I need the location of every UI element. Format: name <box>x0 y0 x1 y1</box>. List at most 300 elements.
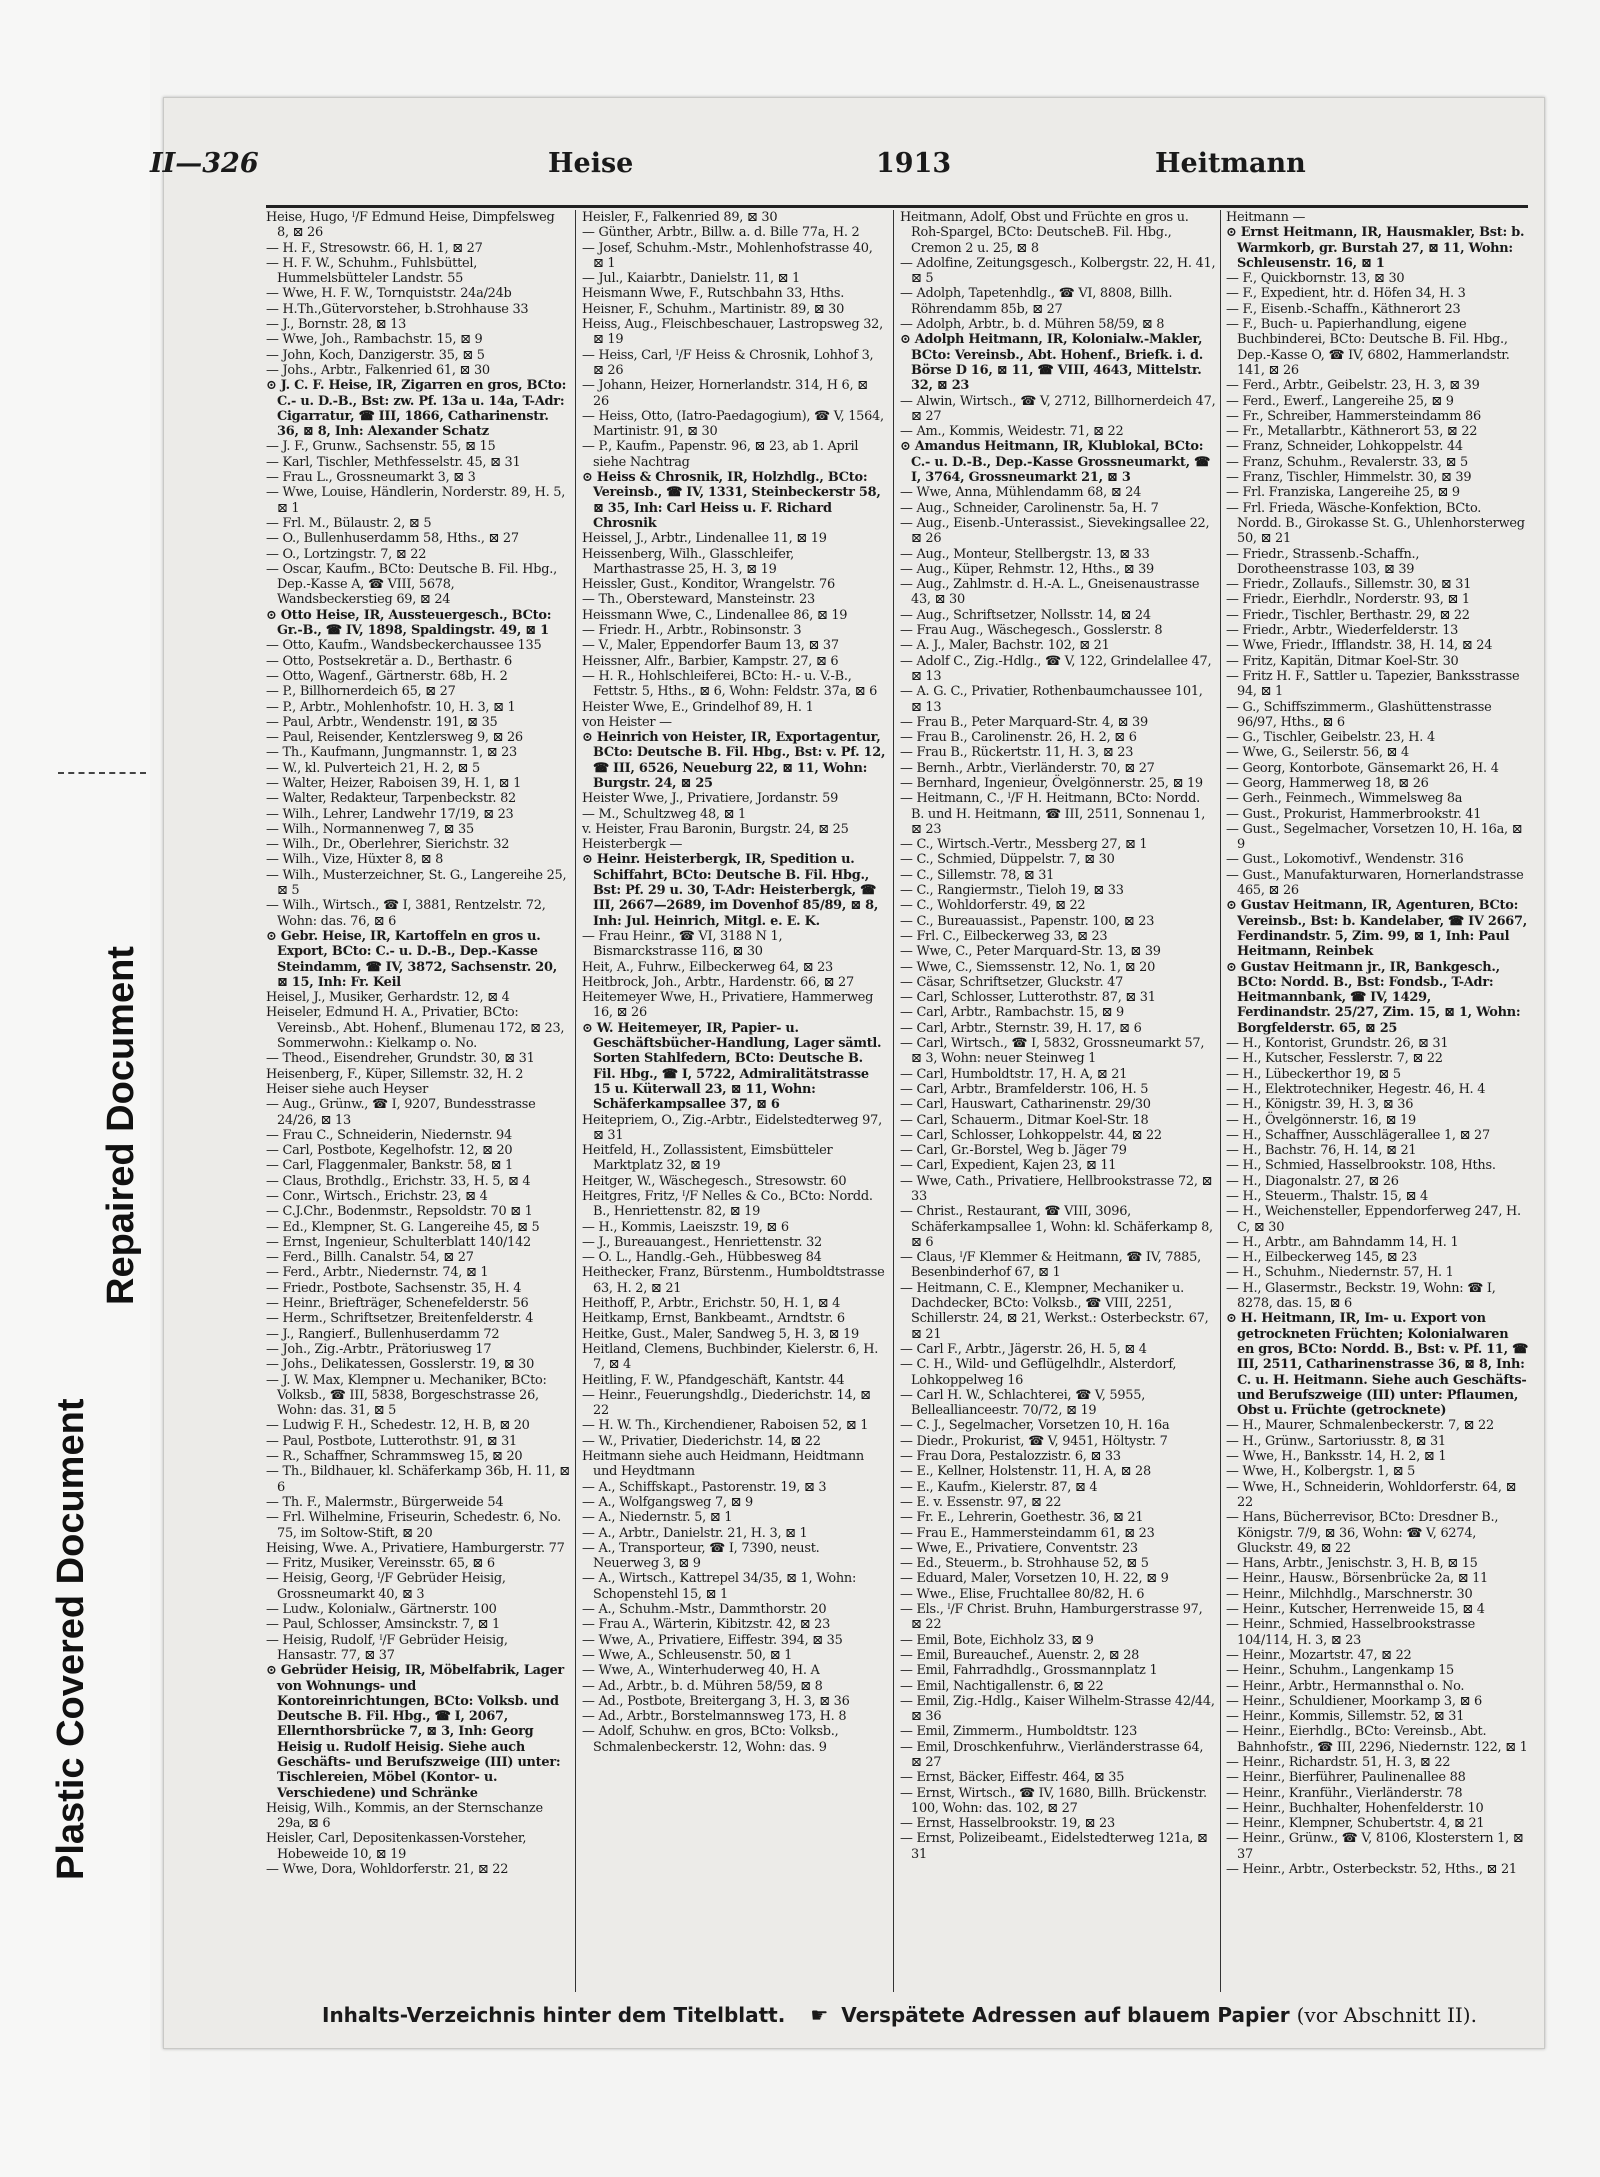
directory-columns <box>266 210 1528 1990</box>
directory-year: 1913 <box>876 148 952 179</box>
directory-entry: Heisler, F., Falkenried 89, ⊠ 30 <box>582 210 778 225</box>
directory-entry: — Carl, Postbote, Kegelhofstr. 12, ⊠ 20 <box>266 1143 513 1159</box>
directory-entry: — A., Wolfgangsweg 7, ⊠ 9 <box>582 1494 753 1510</box>
directory-entry: — Carl, Arbtr., Bramfelderstr. 106, H. 5 <box>900 1081 1149 1097</box>
directory-entry: — Fr. E., Lehrerin, Goethestr. 36, ⊠ 21 <box>900 1510 1144 1526</box>
directory-entry: — Frau Heinr., ☎ VI, 3188 N 1, Bismarckstrasse 116, ⊠ 30 <box>582 928 783 960</box>
directory-entry: ⊙ Gebr. Heise, IR, Kartoffeln en gros u. Export, BCto: C.- u. D.-B., Dep.-Kasse Steindamm, ☎ IV, 3872, Sachsenstr. 20, ⊠ 15, Inh: Fr. Keil <box>266 928 557 990</box>
directory-entry: Heitland, Clemens, Buchbinder, Kielerstr. 6, H. 7, ⊠ 4 <box>582 1341 879 1373</box>
directory-entry: Heitfeld, H., Zollassistent, Eimsbütteler Marktplatz 32, ⊠ 19 <box>582 1143 833 1174</box>
directory-entry: — Gust., Lokomotivf., Wendenstr. 316 <box>1226 852 1464 868</box>
directory-entry: Heise, Hugo, ᴵ/F Edmund Heise, Dimpfelsweg 8, ⊠ 26 <box>266 210 555 241</box>
directory-entry: — Wwe, Anna, Mühlendamm 68, ⊠ 24 <box>900 485 1142 501</box>
directory-entry: — Emil, Bote, Eichholz 33, ⊠ 9 <box>900 1632 1094 1648</box>
directory-entry: Heit, A., Fuhrw., Eilbeckerweg 64, ⊠ 23 <box>582 959 833 975</box>
directory-entry: — Diedr., Prokurist, ☎ V, 9451, Höltystr. 7 <box>900 1433 1168 1449</box>
directory-entry: — H., Övelgönnerstr. 16, ⊠ 19 <box>1226 1112 1416 1128</box>
directory-entry: — Friedr., Strassenb.-Schaffn., Dorotheenstrasse 103, ⊠ 39 <box>1226 546 1420 577</box>
directory-entry: — Ed., Steuerm., b. Strohhause 52, ⊠ 5 <box>900 1556 1149 1572</box>
directory-entry: — Ernst, Hasselbrookstr. 19, ⊠ 23 <box>900 1816 1115 1832</box>
directory-entry: — Ferd., Billh. Canalstr. 54, ⊠ 27 <box>266 1250 474 1266</box>
directory-entry: — Friedr., Postbote, Sachsenstr. 35, H. 4 <box>266 1280 522 1296</box>
directory-entry: ⊙ Heiss & Chrosnik, IR, Holzhdlg., BCto: Vereinsb., ☎ IV, 1331, Steinbeckerstr 58, ⊠ 35, Inh: Carl Heiss u. F. Richard Chrosnik <box>582 470 881 531</box>
directory-entry: — H. R., Hohlschleiferei, BCto: H.- u. V.-B., Fettstr. 5, Hths., ⊠ 6, Wohn: Feldstr. 37a, ⊠ 6 <box>582 668 878 700</box>
directory-entry: — Fr., Metallarbtr., Käthnerort 53, ⊠ 22 <box>1226 424 1478 440</box>
directory-entry: — Adolph, Arbtr., b. d. Mühren 58/59, ⊠ 8 <box>900 317 1165 333</box>
directory-entry: Heitgres, Fritz, ᴵ/F Nelles & Co., BCto: Nordd. B., Henriettenstr. 82, ⊠ 19 <box>582 1189 873 1220</box>
directory-entry: — Heinr., Richardstr. 51, H. 3, ⊠ 22 <box>1226 1754 1451 1770</box>
directory-entry: — Frl. C., Eilbeckerweg 33, ⊠ 23 <box>900 928 1108 944</box>
directory-entry: — Carl, Wirtsch., ☎ I, 5832, Grossneumarkt 57, ⊠ 3, Wohn: neuer Steinweg 1 <box>900 1036 1205 1067</box>
page-footer <box>322 2003 1542 2027</box>
directory-entry: ⊙ Heinrich von Heister, IR, Exportagentur, BCto: Deutsche B. Fil. Hbg., Bst: v. Pf. 12, ☎ III, 6526, Neueburg 22, ⊠ 11, Wohn: Burgstr. 24, ⊠ 25 <box>582 730 886 791</box>
directory-entry: — Heiss, Otto, (Iatro-Paedagogium), ☎ V, 1564, Martinistr. 91, ⊠ 30 <box>582 408 884 440</box>
directory-entry: — G., Schiffszimmerm., Glashüttenstrasse 96/97, Hths., ⊠ 6 <box>1226 699 1492 730</box>
directory-entry: — H., Kutscher, Fesslerstr. 7, ⊠ 22 <box>1226 1051 1443 1067</box>
directory-entry: — J., Rangierf., Bullenhuserdamm 72 <box>266 1326 500 1342</box>
directory-entry: — Carl, Schlosser, Lutterothstr. 87, ⊠ 31 <box>900 990 1156 1006</box>
directory-entry: — Wwe, G., Seilerstr. 56, ⊠ 4 <box>1226 745 1409 761</box>
directory-entry: — Frau E., Hammersteindamm 61, ⊠ 23 <box>900 1525 1155 1541</box>
directory-entry: — Friedr., Tischler, Berthastr. 29, ⊠ 22 <box>1226 607 1470 623</box>
directory-entry: — Fritz H. F., Sattler u. Tapezier, Banksstrasse 94, ⊠ 1 <box>1226 668 1520 700</box>
column-divider <box>893 210 894 1992</box>
directory-entry: — P., Arbtr., Mohlenhofstr. 10, H. 3, ⊠ 1 <box>266 699 516 715</box>
directory-entry: — Cäsar, Schriftsetzer, Gluckstr. 47 <box>900 974 1124 990</box>
directory-entry: — Johs., Arbtr., Falkenried 61, ⊠ 30 <box>266 362 490 378</box>
directory-entry: — Ernst, Wirtsch., ☎ IV, 1680, Billh. Brückenstr. 100, Wohn: das. 102, ⊠ 27 <box>900 1785 1207 1816</box>
directory-entry: — Emil, Droschkenfuhrw., Vierländerstrasse 64, ⊠ 27 <box>900 1739 1204 1770</box>
directory-entry: — Aug., Schriftsetzer, Nollsstr. 14, ⊠ 24 <box>900 607 1151 623</box>
directory-entry: — Wilh., Dr., Oberlehrer, Sierichstr. 32 <box>266 837 510 853</box>
directory-entry: — Wwe, Dora, Wohldorferstr. 21, ⊠ 22 <box>266 1862 509 1878</box>
directory-entry: — Günther, Arbtr., Billw. a. d. Bille 77a, H. 2 <box>582 225 860 241</box>
directory-entry: — Ferd., Arbtr., Niedernstr. 74, ⊠ 1 <box>266 1265 489 1281</box>
directory-entry: — F., Buch- u. Papierhandlung, eigene Buchbinderei, BCto: Deutsche B. Fil. Hbg., Dep.-Kasse O, ☎ IV, 6802, Hammerlandstr. 141, ⊠ 26 <box>1226 317 1510 378</box>
directory-entry: — Ad., Postbote, Breitergang 3, H. 3, ⊠ 36 <box>582 1693 850 1709</box>
directory-entry: — Adolf C., Zig.-Hdlg., ☎ V, 122, Grindelallee 47, ⊠ 13 <box>900 653 1212 684</box>
directory-entry: — H., Eilbeckerweg 145, ⊠ 23 <box>1226 1250 1417 1266</box>
directory-entry: — Wwe., Elise, Fruchtallee 80/82, H. 6 <box>900 1586 1145 1602</box>
directory-entry: Heiser siehe auch Heyser <box>266 1081 429 1097</box>
directory-entry: — C. H., Wild- und Geflügelhdlr., Alsterdorf, Lohkoppelweg 16 <box>900 1357 1177 1388</box>
directory-entry: — Walter, Heizer, Raboisen 39, H. 1, ⊠ 1 <box>266 775 522 791</box>
directory-entry: — Hans, Bücherrevisor, BCto: Dresdner B., Königstr. 7/9, ⊠ 36, Wohn: ☎ V, 6274, Gluckstr. 49, ⊠ 22 <box>1226 1510 1499 1556</box>
directory-entry: — Friedr. H., Arbtr., Robinsonstr. 3 <box>582 623 802 639</box>
column-3 <box>900 210 1216 1990</box>
directory-entry: — Aug., Grünw., ☎ I, 9207, Bundesstrasse 24/26, ⊠ 13 <box>266 1097 536 1128</box>
directory-entry: — H., Elektrotechniker, Hegestr. 46, H. 4 <box>1226 1081 1486 1097</box>
directory-entry: Heissner, Alfr., Barbier, Kampstr. 27, ⊠ 6 <box>582 653 839 669</box>
directory-entry: — A., Schiffskapt., Pastorenstr. 19, ⊠ 3 <box>582 1479 827 1495</box>
directory-entry: Heissel, J., Arbtr., Lindenallee 11, ⊠ 19 <box>582 531 827 547</box>
directory-entry: — Heinr., Buchhalter, Hohenfelderstr. 10 <box>1226 1800 1484 1816</box>
directory-entry: — E., Kaufm., Kielerstr. 87, ⊠ 4 <box>900 1479 1098 1495</box>
directory-entry: — Fritz, Kapitän, Ditmar Koel-Str. 30 <box>1226 653 1459 669</box>
directory-entry: — Heinr., Eierhdlg., BCto: Vereinsb., Abt. Bahnhofstr., ☎ III, 2296, Niedernstr. 122, ⊠ 1 <box>1226 1724 1528 1755</box>
directory-entry: — Carl, Hauswart, Catharinenstr. 29/30 <box>900 1097 1151 1113</box>
directory-entry: ⊙ W. Heitemeyer, IR, Papier- u. Geschäftsbücher-Handlung, Lager sämtl. Sorten Stahlfedern, BCto: Deutsche B. Fil. Hbg., ☎ I, 5722, Admiralitätstrasse 15 u. Küterwall 23, ⊠ 11, Wohn: Schäferkampsallee 37, ⊠ 6 <box>582 1020 882 1113</box>
directory-entry: Heithoff, P., Arbtr., Erichstr. 50, H. 1, ⊠ 4 <box>582 1296 841 1312</box>
directory-entry: — Ludw., Kolonialw., Gärtnerstr. 100 <box>266 1602 497 1618</box>
column-2 <box>582 210 886 1990</box>
directory-entry: — Wwe, A., Winterhuderweg 40, H. A <box>582 1663 820 1679</box>
page-number: II—326 <box>150 148 259 179</box>
directory-entry: — Hans, Arbtr., Jenischstr. 3, H. B, ⊠ 15 <box>1226 1556 1478 1572</box>
directory-entry: — H., Kommis, Laeiszstr. 19, ⊠ 6 <box>582 1219 789 1235</box>
directory-entry: — Theod., Eisendreher, Grundstr. 30, ⊠ 31 <box>266 1051 535 1067</box>
directory-entry: — Heinr., Arbtr., Hermannsthal o. No. <box>1226 1678 1465 1694</box>
directory-entry: — Emil, Zimmerm., Humboldtstr. 123 <box>900 1724 1138 1740</box>
directory-entry: — Heinr., Bierführer, Paulinenallee 88 <box>1226 1770 1466 1786</box>
directory-entry: — Johs., Delikatessen, Gosslerstr. 19, ⊠ 30 <box>266 1357 535 1373</box>
directory-entry: — Emil, Fahrradhdlg., Grossmannplatz 1 <box>900 1663 1158 1679</box>
directory-entry: — Wwe, H. F. W., Tornquiststr. 24a/24b <box>266 286 512 302</box>
directory-entry: — H. F., Stresowstr. 66, H. 1, ⊠ 27 <box>266 240 483 256</box>
directory-entry: — Heinr., Feuerungshdlg., Diederichstr. 14, ⊠ 22 <box>582 1387 871 1419</box>
directory-entry: — Franz, Schuhm., Revalerstr. 33, ⊠ 5 <box>1226 454 1468 470</box>
directory-entry: — Wwe, Friedr., Ifflandstr. 38, H. 14, ⊠ 24 <box>1226 638 1493 654</box>
directory-entry: — Frau Aug., Wäschegesch., Gosslerstr. 8 <box>900 623 1163 639</box>
directory-entry: — Ad., Arbtr., b. d. Mühren 58/59, ⊠ 8 <box>582 1678 823 1694</box>
directory-entry: — J. F., Grunw., Sachsenstr. 55, ⊠ 15 <box>266 439 496 455</box>
directory-entry: — Emil, Zig.-Hdlg., Kaiser Wilhelm-Strasse 42/44, ⊠ 36 <box>900 1693 1215 1725</box>
directory-entry: — Heinr., Kutscher, Herrenweide 15, ⊠ 4 <box>1226 1602 1485 1618</box>
directory-entry: — F., Expedient, htr. d. Höfen 34, H. 3 <box>1226 286 1466 302</box>
directory-entry: — Heinr., Kranführ., Vierländerstr. 78 <box>1226 1785 1463 1801</box>
directory-entry: — Aug., Schneider, Carolinenstr. 5a, H. 7 <box>900 500 1159 516</box>
directory-entry: — Heinr., Schuhm., Langenkamp 15 <box>1226 1663 1454 1679</box>
directory-entry: — Frau Dora, Pestalozzistr. 6, ⊠ 33 <box>900 1449 1121 1465</box>
directory-entry: — Carl, Schlosser, Lohkoppelstr. 44, ⊠ 22 <box>900 1127 1162 1143</box>
directory-entry: — Gust., Segelmacher, Vorsetzen 10, H. 16a, ⊠ 9 <box>1226 821 1523 853</box>
directory-entry: — A., Arbtr., Danielstr. 21, H. 3, ⊠ 1 <box>582 1525 808 1541</box>
directory-entry: Heisner, F., Schuhm., Martinistr. 89, ⊠ 30 <box>582 301 845 317</box>
directory-entry: — H., Arbtr., am Bahndamm 14, H. 1 <box>1226 1234 1459 1250</box>
directory-entry: Heitger, W., Wäschegesch., Stresowstr. 60 <box>582 1173 847 1189</box>
directory-entry: — Heinr., Briefträger, Schenefelderstr. 56 <box>266 1296 529 1312</box>
directory-entry: — A., Transporteur, ☎ I, 7390, neust. Neuerweg 3, ⊠ 9 <box>582 1540 820 1572</box>
directory-entry: — E. v. Essenstr. 97, ⊠ 22 <box>900 1494 1062 1510</box>
directory-entry: — Joh., Zig.-Arbtr., Prätoriusweg 17 <box>266 1341 492 1357</box>
directory-entry: ⊙ Amandus Heitmann, IR, Klublokal, BCto: C.- u. D.-B., Dep.-Kasse Grossneumarkt, ☎ I, 3764, Grossneumarkt 21, ⊠ 3 <box>900 439 1210 486</box>
directory-entry: ⊙ H. Heitmann, IR, Im- u. Export von getrockneten Früchten; Kolonialwaren en gros, BCto: Nordd. B., Bst: v. Pf. 11, ☎ III, 2511, Catharinenstrasse 36, ⊠ 8, Inh: C. u. H. Heitmann. Siehe auch Geschäfts- und Berufszweige (III) unter: Pflaumen, Obst u. Früchte (getrocknete) <box>1226 1311 1528 1419</box>
directory-entry: — Frau A., Wärterin, Kibitzstr. 42, ⊠ 23 <box>582 1617 831 1633</box>
directory-entry: — J., Bornstr. 28, ⊠ 13 <box>266 317 407 333</box>
directory-entry: Heissenberg, Wilh., Glasschleifer, Marthastrasse 25, H. 3, ⊠ 19 <box>582 546 794 577</box>
directory-entry: — Franz, Schneider, Lohkoppelstr. 44 <box>1226 439 1463 455</box>
directory-entry: — Heitmann, C. E., Klempner, Mechaniker u. Dachdecker, BCto: Volksb., ☎ VIII, 2251, Schillerstr. 24, ⊠ 21, Werkst.: Osterbeckstr. 67, ⊠ 21 <box>900 1280 1209 1342</box>
directory-entry: Heitkamp, Ernst, Bankbeamt., Arndtstr. 6 <box>582 1311 845 1327</box>
directory-entry: — C., Rangiermstr., Tieloh 19, ⊠ 33 <box>900 883 1124 899</box>
directory-entry: — Claus, ᴵ/F Klemmer & Heitmann, ☎ IV, 7885, Besenbinderhof 67, ⊠ 1 <box>900 1250 1201 1281</box>
directory-entry: Heiseler, Edmund H. A., Privatier, BCto: Vereinsb., Abt. Hohenf., Blumenau 172, ⊠ 23, Sommerwohn.: Kielkamp o. No. <box>266 1005 565 1052</box>
directory-entry: — H., Bachstr. 76, H. 14, ⊠ 21 <box>1226 1143 1417 1159</box>
directory-entry: — A., Niedernstr. 5, ⊠ 1 <box>582 1510 733 1526</box>
directory-entry: — Wwe, Cath., Privatiere, Hellbrookstrasse 72, ⊠ 33 <box>900 1173 1213 1204</box>
directory-entry: — Heisig, Georg, ᴵ/F Gebrüder Heisig, Grossneumarkt 40, ⊠ 3 <box>266 1571 506 1602</box>
directory-entry: — M., Schultzweg 48, ⊠ 1 <box>582 806 746 822</box>
directory-entry: — Paul, Postbote, Lutterothstr. 91, ⊠ 31 <box>266 1433 518 1449</box>
directory-entry: — H.Th.,Gütervorsteher, b.Strohhause 33 <box>266 301 529 317</box>
plastic-covered-label: Plastic Covered Document <box>50 1398 92 1880</box>
directory-entry: Heithecker, Franz, Bürstenm., Humboldtstrasse 63, H. 2, ⊠ 21 <box>582 1265 885 1296</box>
directory-entry: — Wwe, Joh., Rambachstr. 15, ⊠ 9 <box>266 332 483 348</box>
directory-entry: — Wwe, H., Banksstr. 14, H. 2, ⊠ 1 <box>1226 1449 1447 1465</box>
header-rule <box>266 205 1528 208</box>
directory-entry: — Ed., Klempner, St. G. Langereihe 45, ⊠ 5 <box>266 1219 540 1235</box>
directory-entry: — Otto, Postsekretär a. D., Berthastr. 6 <box>266 653 512 669</box>
directory-entry: — V., Maler, Eppendorfer Baum 13, ⊠ 37 <box>582 638 839 654</box>
directory-entry: — C., Schmied, Düppelstr. 7, ⊠ 30 <box>900 852 1115 868</box>
directory-entry: — H., Schaffner, Ausschlägerallee 1, ⊠ 27 <box>1226 1127 1490 1143</box>
directory-entry: — C. J., Segelmacher, Vorsetzen 10, H. 16a <box>900 1418 1170 1434</box>
directory-entry: Heister Wwe, E., Grindelhof 89, H. 1 <box>582 699 814 715</box>
directory-entry: von Heister — <box>582 714 672 730</box>
directory-entry: Heisler, Carl, Depositenkassen-Vorsteher, Hobeweide 10, ⊠ 19 <box>266 1831 527 1862</box>
directory-entry: — Aug., Monteur, Stellbergstr. 13, ⊠ 33 <box>900 546 1150 562</box>
directory-entry: — C., Sillemstr. 78, ⊠ 31 <box>900 867 1055 883</box>
directory-entry: — Wilh., Normannenweg 7, ⊠ 35 <box>266 821 474 837</box>
directory-entry: — E., Kellner, Holstenstr. 11, H. A, ⊠ 28 <box>900 1464 1151 1480</box>
directory-entry: — Heinr., Arbtr., Osterbeckstr. 52, Hths., ⊠ 21 <box>1226 1862 1517 1878</box>
directory-entry: — Carl, Gr.-Borstel, Weg b. Jäger 79 <box>900 1143 1127 1159</box>
directory-entry: — F., Eisenb.-Schaffn., Käthnerort 23 <box>1226 301 1461 317</box>
directory-entry: — Wwe, H., Schneiderin, Wohldorferstr. 64, ⊠ 22 <box>1226 1479 1517 1510</box>
directory-entry: — R., Schaffner, Schrammsweg 15, ⊠ 20 <box>266 1449 523 1465</box>
directory-entry: — Wwe, E., Privatiere, Conventstr. 23 <box>900 1540 1138 1556</box>
directory-entry: — Adolph, Tapetenhdlg., ☎ VI, 8808, Billh. Röhrendamm 85b, ⊠ 27 <box>900 286 1173 317</box>
directory-entry: — Carl, Schauerm., Ditmar Koel-Str. 18 <box>900 1112 1149 1128</box>
directory-entry: — H., Kontorist, Grundstr. 26, ⊠ 31 <box>1226 1036 1449 1052</box>
directory-entry: — H., Weichensteller, Eppendorferweg 247, H. C, ⊠ 30 <box>1226 1204 1521 1235</box>
directory-entry: — H., Lübeckerthor 19, ⊠ 5 <box>1226 1066 1401 1082</box>
directory-entry: — Ferd., Arbtr., Geibelstr. 23, H. 3, ⊠ 39 <box>1226 378 1480 394</box>
directory-entry: — Wwe, C., Siemssenstr. 12, No. 1, ⊠ 20 <box>900 959 1156 975</box>
directory-entry: — Paul, Schlosser, Amsinckstr. 7, ⊠ 1 <box>266 1617 501 1633</box>
directory-entry: — Ludwig F. H., Schedestr. 12, H. B, ⊠ 20 <box>266 1418 530 1434</box>
directory-entry: Heissler, Gust., Konditor, Wrangelstr. 76 <box>582 577 835 593</box>
directory-entry: — Heiss, Carl, ᴵ/F Heiss & Chrosnik, Lohhof 3, ⊠ 26 <box>582 347 874 378</box>
directory-entry: — Wwe, C., Peter Marquard-Str. 13, ⊠ 39 <box>900 944 1161 960</box>
directory-entry: ⊙ Gustav Heitmann, IR, Agenturen, BCto: Vereinsb., Bst: b. Kandelaber, ☎ IV 2667, Ferdinandstr. 5, Zim. 99, ⊠ 1, Inh: Paul Heitmann, Reinbek <box>1226 898 1527 960</box>
first-entry-word: Heise <box>548 148 634 179</box>
directory-entry: — Eduard, Maler, Vorsetzen 10, H. 22, ⊠ 9 <box>900 1571 1169 1587</box>
directory-entry: — Paul, Reisender, Kentzlersweg 9, ⊠ 26 <box>266 730 523 746</box>
directory-entry: — Th., Bildhauer, kl. Schäferkamp 36b, H. 11, ⊠ 6 <box>266 1464 570 1495</box>
directory-entry: — Frau L., Grossneumarkt 3, ⊠ 3 <box>266 470 476 486</box>
column-1 <box>266 210 570 1990</box>
directory-entry: Heitmann, Adolf, Obst und Früchte en gros u. Roh-Spargel, BCto: DeutscheB. Fil. Hbg., Cremon 2 u. 25, ⊠ 8 <box>900 210 1189 256</box>
column-4 <box>1226 210 1528 1990</box>
directory-entry: — C.J.Chr., Bodenmstr., Repsoldstr. 70 ⊠ 1 <box>266 1204 533 1220</box>
directory-entry: — Heinr., Milchhdlg., Marschnerstr. 30 <box>1226 1586 1473 1602</box>
directory-entry: — Gust., Manufakturwaren, Hornerlandstrasse 465, ⊠ 26 <box>1226 867 1524 899</box>
directory-entry: Heissmann Wwe, C., Lindenallee 86, ⊠ 19 <box>582 607 848 623</box>
page-header <box>150 148 1528 188</box>
directory-entry: — C., Bureauassist., Papenstr. 100, ⊠ 23 <box>900 913 1155 929</box>
directory-entry: — Christ., Restaurant, ☎ VIII, 3096, Schäferkampsallee 1, Wohn: kl. Schäferkamp 8, ⊠ 6 <box>900 1204 1213 1250</box>
directory-entry: — Ferd., Ewerf., Langereihe 25, ⊠ 9 <box>1226 393 1454 409</box>
late-addresses-note: Verspätete Adressen auf blauem Papier <box>841 2003 1290 2027</box>
directory-entry: — H., Glasermstr., Beckstr. 19, Wohn: ☎ I, 8278, das. 15, ⊠ 6 <box>1226 1280 1496 1312</box>
directory-entry: — P., Kaufm., Papenstr. 96, ⊠ 23, ab 1. April siehe Nachtrag <box>582 439 859 470</box>
directory-entry: — Frl. Frieda, Wäsche-Konfektion, BCto. Nordd. B., Girokasse St. G., Uhlenhorsterweg 50, ⊠ 21 <box>1226 500 1525 547</box>
directory-entry: — Heinr., Schmied, Hasselbrookstrasse 104/114, H. 3, ⊠ 23 <box>1226 1617 1476 1648</box>
directory-entry: Heisel, J., Musiker, Gerhardstr. 12, ⊠ 4 <box>266 990 510 1006</box>
directory-entry: Heitke, Gust., Maler, Sandweg 5, H. 3, ⊠ 19 <box>582 1326 859 1342</box>
directory-entry: — Frl. Wilhelmine, Friseurin, Schedestr. 6, No. 75, im Soltow-Stift, ⊠ 20 <box>266 1510 561 1541</box>
directory-entry: — Frau B., Rückertstr. 11, H. 3, ⊠ 23 <box>900 745 1134 761</box>
directory-entry: — Johann, Heizer, Hornerlandstr. 314, H 6, ⊠ 26 <box>582 378 868 409</box>
directory-entry: — W., kl. Pulverteich 21, H. 2, ⊠ 5 <box>266 760 480 776</box>
column-divider <box>575 210 576 1992</box>
directory-entry: — J., Bureauangest., Henriettenstr. 32 <box>582 1234 822 1250</box>
directory-entry: — Aug., Zahlmstr. d. H.-A. L., Gneisenaustrasse 43, ⊠ 30 <box>900 577 1200 608</box>
index-note: Inhalts-Verzeichnis hinter dem Titelblatt. <box>322 2003 786 2027</box>
directory-entry: — Georg, Hammerweg 18, ⊠ 26 <box>1226 775 1429 791</box>
directory-entry: — H., Königstr. 39, H. 3, ⊠ 36 <box>1226 1097 1414 1113</box>
directory-entry: — A., Schuhm.-Mstr., Dammthorstr. 20 <box>582 1602 827 1618</box>
directory-entry: Heisterbergk — <box>582 837 683 853</box>
directory-entry: — F., Quickbornstr. 13, ⊠ 30 <box>1226 271 1405 287</box>
directory-entry: — Els., ᴵ/F Christ. Bruhn, Hamburgerstrasse 97, ⊠ 22 <box>900 1602 1203 1633</box>
directory-entry: — Claus, Brothdlg., Erichstr. 33, H. 5, ⊠ 4 <box>266 1173 531 1189</box>
directory-entry: — Am., Kommis, Weidestr. 71, ⊠ 22 <box>900 424 1124 440</box>
dashed-marker <box>58 772 146 774</box>
directory-entry: — O., Lortzingstr. 7, ⊠ 22 <box>266 546 427 562</box>
directory-entry: — P., Billhornerdeich 65, ⊠ 27 <box>266 684 456 700</box>
directory-entry: Heiss, Aug., Fleischbeschauer, Lastropsweg 32, ⊠ 19 <box>582 317 883 348</box>
directory-entry: Heister Wwe, J., Privatiere, Jordanstr. 59 <box>582 791 839 807</box>
directory-entry: ⊙ Otto Heise, IR, Aussteuergesch., BCto: Gr.-B., ☎ IV, 1898, Spaldingstr. 49, ⊠ 1 <box>266 607 552 639</box>
directory-entry: — Heinr., Kommis, Sillemstr. 52, ⊠ 31 <box>1226 1709 1465 1725</box>
pointing-hand-icon: ☛ <box>810 2003 829 2027</box>
directory-entry: — Ernst, Polizeibeamt., Eidelstedterweg 121a, ⊠ 31 <box>900 1831 1208 1862</box>
directory-entry: — H., Grünw., Sartoriusstr. 8, ⊠ 31 <box>1226 1433 1446 1449</box>
directory-entry: Heitemeyer Wwe, H., Privatiere, Hammerweg 16, ⊠ 26 <box>582 990 874 1021</box>
directory-entry: — Oscar, Kaufm., BCto: Deutsche B. Fil. Hbg., Dep.-Kasse A, ☎ VIII, 5678, Wandsbeckerstieg 69, ⊠ 24 <box>266 561 557 608</box>
directory-entry: — Heinr., Hausw., Börsenbrücke 2a, ⊠ 11 <box>1226 1571 1489 1587</box>
directory-entry: — C., Wohldorferstr. 49, ⊠ 22 <box>900 898 1086 914</box>
directory-entry: — Bernh., Arbtr., Vierländerstr. 70, ⊠ 27 <box>900 760 1155 776</box>
directory-entry: ⊙ Adolph Heitmann, IR, Kolonialw.-Makler, BCto: Vereinsb., Abt. Hohenf., Briefk. i. d. Börse D 16, ⊠ 11, ☎ VIII, 4643, Mittelstr. 32, ⊠ 23 <box>900 332 1204 394</box>
directory-entry: Heitepriem, O., Zig.-Arbtr., Eidelstedterweg 97, ⊠ 31 <box>582 1112 882 1143</box>
directory-entry: — H., Schuhm., Niedernstr. 57, H. 1 <box>1226 1265 1454 1281</box>
directory-entry: ⊙ Gebrüder Heisig, IR, Möbelfabrik, Lager von Wohnungs- und Kontoreinrichtungen, BCto: Volksb. und Deutsche B. Fil. Hbg., ☎ I, 2067, Ellernthorsbrücke 7, ⊠ 3, Inh: Georg Heisig u. Rudolf Heisig. Siehe auch Geschäfts- und Berufszweige (III) unter: Tischlereien, Möbel (Kontor- u. Verschiedene) und Schränke <box>266 1663 564 1801</box>
directory-entry: — Friedr., Zollaufs., Sillemstr. 30, ⊠ 31 <box>1226 577 1472 593</box>
directory-entry: — O., Bullenhuserdamm 58, Hths., ⊠ 27 <box>266 531 519 547</box>
directory-entry: — Otto, Wagenf., Gärtnerstr. 68b, H. 2 <box>266 668 508 684</box>
directory-entry: — John, Koch, Danzigerstr. 35, ⊠ 5 <box>266 347 485 363</box>
last-entry-word: Heitmann <box>1155 148 1306 179</box>
directory-entry: Heising, Wwe. A., Privatiere, Hamburgerstr. 77 <box>266 1540 565 1556</box>
directory-entry: — Carl, Arbtr., Sternstr. 39, H. 17, ⊠ 6 <box>900 1020 1142 1036</box>
directory-entry: — J. W. Max, Klempner u. Mechaniker, BCto: Volksb., ☎ III, 5838, Borgeschstrasse 26, Wohn: das. 31, ⊠ 5 <box>266 1372 547 1419</box>
directory-entry: ⊙ J. C. F. Heise, IR, Zigarren en gros, BCto: C.- u. D.-B., Bst: zw. Pf. 13a u. 14a, T-Adr: Cigarratur, ☎ III, 1866, Catharinenstr. 36, ⊠ 8, Inh: Alexander Schatz <box>266 378 567 440</box>
directory-entry: ⊙ Gustav Heitmann jr., IR, Bankgesch., BCto: Nordd. B., Bst: Fondsb., T-Adr: Heitmannbank, ☎ IV, 1429, Ferdinandstr. 25/27, Zim. 15, ⊠ 1, Wohn: Borgfelderstr. 65, ⊠ 25 <box>1226 959 1521 1036</box>
directory-entry: — Heinr., Schuldiener, Moorkamp 3, ⊠ 6 <box>1226 1693 1482 1709</box>
directory-entry: Heitmann — <box>1226 210 1306 225</box>
repaired-document-label: Repaired Document <box>100 946 142 1305</box>
directory-entry: — Jul., Kaiarbtr., Danielstr. 11, ⊠ 1 <box>582 271 801 287</box>
directory-entry: — Frl. Franziska, Langereihe 25, ⊠ 9 <box>1226 485 1460 501</box>
directory-entry: — Heisig, Rudolf, ᴵ/F Gebrüder Heisig, Hansastr. 77, ⊠ 37 <box>266 1632 508 1663</box>
directory-entry: — Heinr., Klempner, Schubertstr. 4, ⊠ 21 <box>1226 1816 1485 1832</box>
directory-entry: — A. J., Maler, Bachstr. 102, ⊠ 21 <box>900 638 1110 654</box>
directory-entry: — Frl. M., Bülaustr. 2, ⊠ 5 <box>266 515 432 531</box>
directory-entry: — Friedr., Arbtr., Wiederfelderstr. 13 <box>1226 623 1459 639</box>
directory-entry: — Fr., Schreiber, Hammersteindamm 86 <box>1226 408 1481 424</box>
directory-entry: — Adolfine, Zeitungsgesch., Kolbergstr. 22, H. 41, ⊠ 5 <box>900 255 1216 287</box>
directory-entry: — Heinr., Grünw., ☎ V, 8106, Klosterstern 1, ⊠ 37 <box>1226 1831 1524 1862</box>
directory-entry: — Carl F., Arbtr., Jägerstr. 26, H. 5, ⊠ 4 <box>900 1341 1147 1357</box>
directory-entry: — Th., Obersteward, Mansteinstr. 23 <box>582 592 815 608</box>
directory-entry: — Emil, Bureauchef., Auenstr. 2, ⊠ 28 <box>900 1647 1140 1663</box>
directory-entry: — Frau B., Peter Marquard-Str. 4, ⊠ 39 <box>900 714 1148 730</box>
directory-entry: — Ernst, Bäcker, Eiffestr. 464, ⊠ 35 <box>900 1770 1125 1786</box>
directory-entry: — Th. F., Malermstr., Bürgerweide 54 <box>266 1494 504 1510</box>
directory-entry: — Friedr., Eierhdlr., Norderstr. 93, ⊠ 1 <box>1226 592 1470 608</box>
directory-entry: — Ad., Arbtr., Borstelmannsweg 173, H. 8 <box>582 1709 847 1725</box>
directory-entry: — Carl H. W., Schlachterei, ☎ V, 5955, Belleallianceestr. 70/72, ⊠ 19 <box>900 1387 1146 1419</box>
directory-entry: — H., Maurer, Schmalenbeckerstr. 7, ⊠ 22 <box>1226 1418 1494 1434</box>
directory-entry: — Carl, Flaggenmaler, Bankstr. 58, ⊠ 1 <box>266 1158 514 1174</box>
directory-entry: — W., Privatier, Diederichstr. 14, ⊠ 22 <box>582 1433 821 1449</box>
directory-entry: v. Heister, Frau Baronin, Burgstr. 24, ⊠ 25 <box>582 821 849 837</box>
section-note: (vor Abschnitt II). <box>1296 2003 1477 2027</box>
directory-entry: — O. L., Handlg.-Geh., Hübbesweg 84 <box>582 1250 822 1266</box>
directory-entry: — Aug., Eisenb.-Unterassist., Sievekingsallee 22, ⊠ 26 <box>900 515 1210 547</box>
directory-entry: — Walter, Redakteur, Tarpenbeckstr. 82 <box>266 791 516 807</box>
directory-entry: — Karl, Tischler, Methfesselstr. 45, ⊠ 31 <box>266 454 521 470</box>
directory-entry: — A., Wirtsch., Kattrepel 34/35, ⊠ 1, Wohn: Schopenstehl 15, ⊠ 1 <box>582 1571 857 1602</box>
directory-entry: — Carl, Arbtr., Rambachstr. 15, ⊠ 9 <box>900 1005 1125 1021</box>
directory-entry: — Franz, Tischler, Himmelstr. 30, ⊠ 39 <box>1226 470 1472 486</box>
directory-entry: — H., Diagonalstr. 27, ⊠ 26 <box>1226 1173 1399 1189</box>
directory-entry: — Wwe, A., Privatiere, Eiffestr. 394, ⊠ 35 <box>582 1632 843 1648</box>
directory-entry: — Conr., Wirtsch., Erichstr. 23, ⊠ 4 <box>266 1189 488 1204</box>
directory-entry: — Carl, Expedient, Kajen 23, ⊠ 11 <box>900 1158 1117 1174</box>
directory-entry: — Frau B., Carolinenstr. 26, H. 2, ⊠ 6 <box>900 730 1137 746</box>
directory-entry: — Frau C., Schneiderin, Niedernstr. 94 <box>266 1127 512 1143</box>
directory-entry: Heitmann siehe auch Heidmann, Heidtmann und Heydtmann <box>582 1449 864 1480</box>
directory-entry: — Th., Kaufmann, Jungmannstr. 1, ⊠ 23 <box>266 745 517 761</box>
directory-entry: — Gerh., Feinmech., Wimmelsweg 8a <box>1226 791 1463 807</box>
directory-entry: — Emil, Nachtigallenstr. 6, ⊠ 22 <box>900 1678 1104 1694</box>
directory-entry: Heitling, F. W., Pfandgeschäft, Kantstr. 44 <box>582 1372 845 1388</box>
directory-entry: Heitbrock, Joh., Arbtr., Hardenstr. 66, ⊠ 27 <box>582 974 854 990</box>
directory-entry: — Adolf, Schuhw. en gros, BCto: Volksb., Schmalenbeckerstr. 12, Wohn: das. 9 <box>582 1724 839 1755</box>
directory-entry: Heismann Wwe, F., Rutschbahn 33, Hths. <box>582 286 845 302</box>
directory-entry: — Heinr., Mozartstr. 47, ⊠ 22 <box>1226 1647 1412 1663</box>
directory-entry: — Wwe, Louise, Händlerin, Norderstr. 89, H. 5, ⊠ 1 <box>266 485 566 516</box>
directory-entry: — H. F. W., Schuhm., Fuhlsbüttel, Hummelsbütteler Landstr. 55 <box>266 255 478 287</box>
directory-entry: — Josef, Schuhm.-Mstr., Mohlenhofstrasse 40, ⊠ 1 <box>582 240 873 271</box>
directory-entry: — Wilh., Wirtsch., ☎ I, 3881, Rentzelstr. 72, Wohn: das. 76, ⊠ 6 <box>266 898 546 929</box>
directory-entry: — C., Wirtsch.-Vertr., Messberg 27, ⊠ 1 <box>900 837 1148 853</box>
directory-entry: Heisig, Wilh., Kommis, an der Sternschanze 29a, ⊠ 6 <box>266 1800 543 1832</box>
directory-entry: — A. G. C., Privatier, Rothenbaumchaussee 101, ⊠ 13 <box>900 684 1203 715</box>
directory-entry: — Wilh., Lehrer, Landwehr 17/19, ⊠ 23 <box>266 806 514 822</box>
directory-entry: — Fritz, Musiker, Vereinsstr. 65, ⊠ 6 <box>266 1556 495 1572</box>
directory-entry: — H., Schmied, Hasselbrookstr. 108, Hths. <box>1226 1158 1496 1174</box>
left-margin-strip <box>0 0 150 2177</box>
directory-entry: — Otto, Kaufm., Wandsbeckerchaussee 135 <box>266 638 542 654</box>
directory-entry: — H. W. Th., Kirchendiener, Raboisen 52, ⊠ 1 <box>582 1418 869 1434</box>
directory-entry: — Heitmann, C., ᴵ/F H. Heitmann, BCto: Nordd. B. und H. Heitmann, ☎ III, 2511, Sonnenau 1, ⊠ 23 <box>900 791 1206 837</box>
directory-entry: — Alwin, Wirtsch., ☎ V, 2712, Billhornerdeich 47, ⊠ 27 <box>900 393 1216 424</box>
